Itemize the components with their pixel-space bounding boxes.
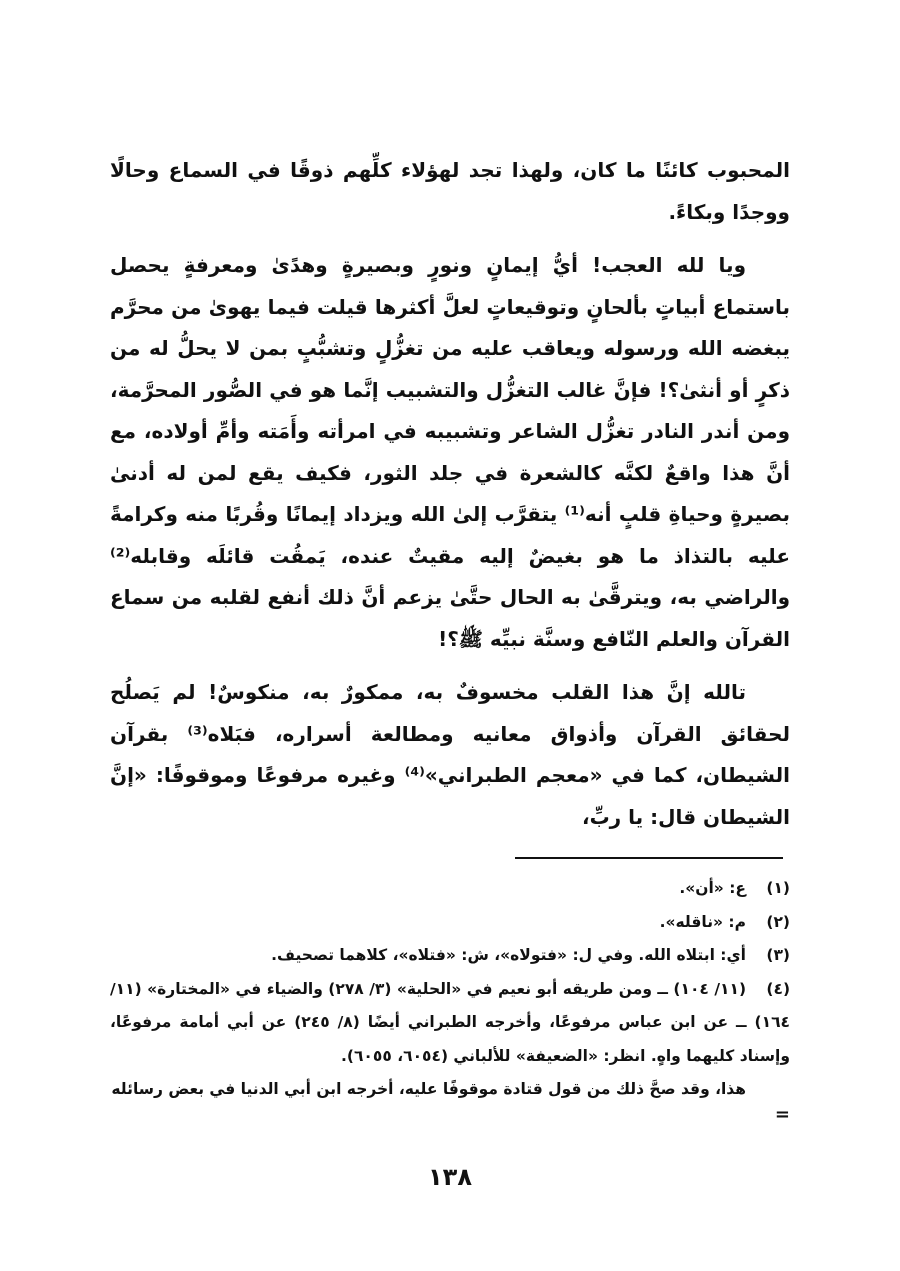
footnote-3 [110,939,790,973]
paragraph-2: ويا لله العجب! أيُّ إيمانٍ ونورٍ وبصيرةٍ وهدًىٰ ومعرفةٍ يحصل باستماع أبياتٍ بألحانٍ وتوقيعاتٍ لعلَّ أكثرها قيلت فيما يهوىٰ من محرَّم يبغضه الله ورسوله ويعاقب عليه من تغزُّلٍ وتشبُّبٍ بمن لا يحلُّ له من ذكرٍ أو أنثىٰ؟! فإنَّ غالب التغزُّل والتشبيب إنَّما هو في الصُّور المحرَّمة، ومن أندر النادر تغزُّل الشاعر وتشبيبه في امرأته وأَمَته وأمِّ أولاده، مع أنَّ هذا واقعٌ لكنَّه كالشعرة في جلد الثور، فكيف يقع لمن له أدنىٰ بصيرةٍ وحياةِ قلبٍ أنه⁽¹⁾ يتقرَّب إلىٰ الله ويزداد إيمانًا وقُربًا منه وكرامةً عليه بالتذاذ ما هو بغيضٌ إليه مقيتٌ عنده، يَمقُت قائلَه وقابله⁽²⁾ والراضي به، ويترقَّىٰ به الحال حتَّىٰ يزعم أنَّ ذلك أنفع لقلبه من سماع القرآن والعلم النّافع وسنَّة نبيِّه ﷺ؟! [110,253,791,651]
paragraph-1: المحبوب كائنًا ما كان، ولهذا تجد لهؤلاء كلِّهم ذوقًا في السماع وحالًا ووجدًا وبكاءً. [110,158,790,224]
footnote-2 [110,906,790,940]
footnote-text: (١١/ ١٠٤) ــ ومن طريقه أبو نعيم في «الحلية» (٣/ ٢٧٨) والضياء في «المختارة» (١١/ ١٦٤) ــ عن ابن عباس مرفوعًا، وأخرجه الطبراني أيضًا (٨/ ٢٤٥) عن أبي أمامة مرفوعًا، وإسناد كليهما واهٍ. انظر: «الضعيفة» للألباني (٦٠٥٤، ٦٠٥٥). [110,979,790,1065]
footnote-separator [515,857,783,859]
footnotes [110,872,790,1123]
footnote-1 [110,872,790,906]
main-text [110,150,790,838]
footnote-number: (٤) [766,979,791,998]
footnote-continuation: هذا، وقد صحَّ ذلك من قول قتادة موقوفًا عليه، أخرجه ابن أبي الدنيا في بعض رسائله [111,1080,746,1098]
footnote-number: (٢) [766,912,790,931]
footnote-number: (٣) [766,946,790,964]
page-number: ١٣٨ [428,1163,472,1191]
continuation-mark: = [774,1103,790,1125]
paragraph-3: تالله إنَّ هذا القلب مخسوفٌ به، ممكورٌ به، منكوسٌ! لم يَصلُح لحقائق القرآن وأذواق معانيه ومطالعة أسراره، فبَلاه⁽³⁾ بقرآن الشيطان، كما في «معجم الطبراني»⁽⁴⁾ وغيره مرفوعًا وموقوفًا: «إنَّ الشيطان قال: يا ربِّ، [110,680,790,829]
footnote-text: ع: «أن». [679,879,746,897]
footnote-text: م: «ناقله». [659,912,746,931]
footnote-number: (١) [766,879,790,897]
footnote-4 [110,973,790,1074]
footnote-text: أي: ابتلاه الله. وفي ل: «فتولاه»، ش: «فتلاه»، كلاهما تصحيف. [271,946,746,964]
